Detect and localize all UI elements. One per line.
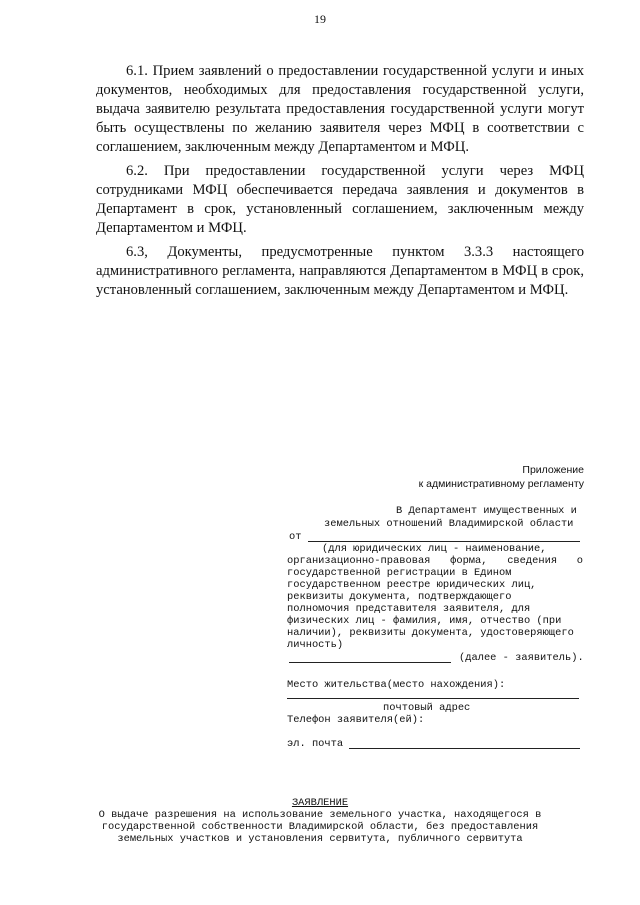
hint-line-1: (для юридических лиц - наименование, bbox=[322, 543, 547, 555]
paragraph-6-3: 6.3, Документы, предусмотренные пунктом 3.3.3 настоящего административного регламента, направляются Департаментом в МФЦ в срок, установленный соглашением, заключенным между Департаментом и МФЦ. bbox=[96, 244, 584, 298]
paragraph-6-2: 6.2. При предоставлении государственной услуги через МФЦ сотрудниками МФЦ обеспечивается передача заявления и документов в Департамент в срок, установленный соглашением, заключенным между Департаментом и МФЦ. bbox=[96, 163, 584, 236]
hint-line-4: государственном реестре юридических лиц, bbox=[287, 579, 537, 591]
phone-label: Телефон заявителя(ей): bbox=[287, 714, 425, 726]
hint-line-3: государственной регистрации в Едином bbox=[287, 567, 512, 579]
statement-line-1: О выдаче разрешения на использование земельного участка, находящегося в bbox=[98, 809, 542, 821]
applicant-suffix: (далее - заявитель). bbox=[459, 652, 584, 664]
applicant-line bbox=[289, 662, 451, 663]
hint-line-9: личность) bbox=[287, 639, 344, 651]
from-line bbox=[308, 541, 580, 542]
statement-line-3: земельных участков и установления сервитута, публичного сервитута bbox=[117, 833, 523, 845]
statement-line-2: государственной собственности Владимирской области, без предоставления bbox=[101, 821, 539, 833]
page-number: 19 bbox=[314, 12, 326, 26]
hint-line-2: организационно-правовая форма, сведения о bbox=[287, 555, 583, 567]
statement-title: ЗАЯВЛЕНИЕ bbox=[291, 797, 349, 809]
appendix-subtitle: к административному регламенту bbox=[418, 478, 584, 490]
appendix-title: Приложение bbox=[522, 464, 584, 476]
email-line bbox=[349, 748, 580, 749]
hint-line-5: реквизиты документа, подтверждающего bbox=[287, 591, 512, 603]
addressee-line-1: В Департамент имущественных и bbox=[396, 505, 577, 517]
statement-block bbox=[0, 797, 640, 845]
email-label: эл. почта bbox=[287, 738, 344, 750]
hint-line-6: полномочия представителя заявителя, для bbox=[287, 603, 531, 615]
hint-line-8: наличии), реквизиты документа, удостоверяющего bbox=[287, 627, 574, 639]
addressee-line-2: земельных отношений Владимирской области bbox=[324, 518, 574, 530]
postal-address-label: почтовый адрес bbox=[383, 702, 471, 714]
from-label: от bbox=[289, 531, 302, 543]
appendix-heading bbox=[419, 463, 584, 491]
paragraph-6-1: 6.1. Прием заявлений о предоставлении государственной услуги и иных документов, необходимых для предоставления государственной услуги, выдача заявителю результата предоставления государственной услуги могут быть осуществлены по желанию заявителя через МФЦ в соответствии с соглашением, заключенным между Департаментом и МФЦ. bbox=[96, 63, 584, 155]
residence-label: Место жительства(место нахождения): bbox=[287, 679, 506, 691]
hint-line-7: физических лиц - фамилия, имя, отчество (при bbox=[287, 615, 562, 627]
residence-line bbox=[287, 698, 579, 699]
